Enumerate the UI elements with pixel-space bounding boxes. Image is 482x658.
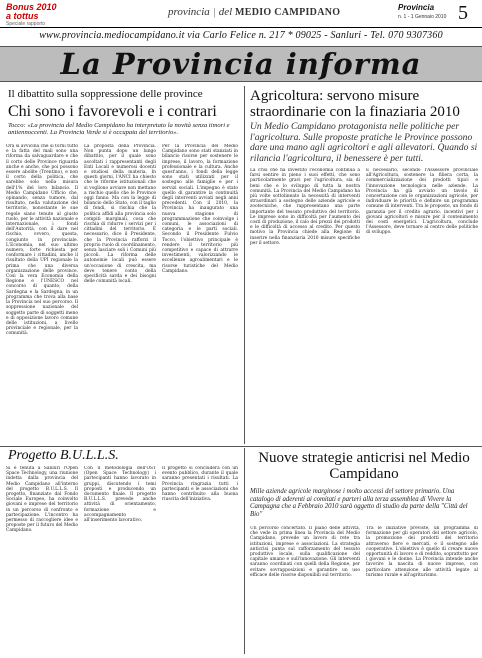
- issue-date: n. 1 - 1 Gennaio 2010: [398, 14, 447, 20]
- province-logo: provincia | del MEDIO CAMPIDANO: [168, 6, 341, 18]
- section-divider: [0, 446, 482, 447]
- masthead: [0, 46, 482, 82]
- bulls-title: Progetto B.U.L.L.S.: [8, 448, 119, 463]
- left-body-col-3: Per la Provincia del Medio Campidano sono stati stanziati in bilancio risorse per sostenere le imprese, il lavoro, la formazione professionale e la cultura. Anche quest'anno, i fondi della legge sono stati utilizzati per il sostegno alle famiglie e per i servizi sociali. L'impegno è stato quello di garantire la continuità degli interventi avviati negli anni precedenti. Con il 2010, la Provincia ha inaugurato una nuova stagione di programmazione che coinvolge i comuni, le associazioni di categoria e le parti sociali. Secondo il Presidente Fulvio Tocco, l'obiettivo principale è rendere il territorio più competitivo e capace di attrarre investimenti, valorizzando le eccellenze agroalimentari e le risorse turistiche del Medio Campidano.: [162, 144, 238, 274]
- bottom-column-divider: [244, 448, 245, 654]
- logo-mid: del: [218, 6, 233, 18]
- page-number: 5: [458, 2, 468, 24]
- right-body-col-1: La crisi che ha investito l'economia continua a farsi sentire in pieno i suoi effetti, che sono particolarmente gravi per l'agricoltura, sia di beni che e lo sviluppo di tutta la nostra comunità. La Provincia del Medio Campidano ha più volte sottolineato la necessità di interventi straordinari a sostegno delle aziende agricole e zootecniche, che rappresentano una parte importante del tessuto produttivo del territorio. Le imprese sono in difficoltà per l'aumento dei costi di produzione, il calo dei prezzi dei prodotti e le difficoltà di accesso al credito. Per questo motivo la Provincia chiede alla Regione di inserire nella finanziaria 2010 misure specifiche per il settore.: [250, 168, 360, 246]
- mini-masthead: Provincia: [398, 3, 435, 12]
- bonus-line-2: a tottus: [6, 11, 39, 21]
- bulls-body-col-1: Si è tenuta a Sanluri l'Open Space Technology, una riunione indetta dalla provincia del Medio Campidano all'interno del progetto B.U.L.L.S. Il progetto, finanziato dal Fondo Sociale Europeo, ha coinvolto giovani e imprese del territorio in un percorso di confronto e partecipazione. L'incontro ha permesso di raccogliere idee e proposte per il futuro del Medio Campidano.: [6, 466, 78, 534]
- bulls-body-col-2: Con il metodologia dell'OST (Open Space Technology) i partecipanti hanno lavorato in gruppi, discutendo i temi proposti e producendo un documento finale. Il progetto B.U.L.L.S. prevede anche attività di orientamento, formazione e accompagnamento all'inserimento lavorativo.: [84, 466, 156, 524]
- strategies-body-col-2: Tra le iniziative previste, un programma di formazione per gli operatori del settore agricolo, la promozione dei prodotti del territorio attraverso fiere e mercati, e il sostegno alle cooperative. L'obiettivo è quello di creare nuove opportunità di lavoro e di reddito, soprattutto per i giovani e le donne. La Provincia intende anche favorire la nascita di nuove imprese, con particolare attenzione alle attività legate al turismo rurale e all'agriturismo.: [366, 526, 478, 578]
- right-body-col-2: È necessario, secondo l'Assessore provinciale all'Agricoltura, sostenere la filiera corta, la commercializzazione dei prodotti tipici e l'innovazione tecnologica nelle aziende. La Provincia ha già avviato un tavolo di concertazione con le organizzazioni agricole, per individuare le priorità e definire un programma comune di interventi. Tra le proposte, un fondo di garanzia per il credito agrario, incentivi per i giovani agricoltori e misure per il contenimento dei costi energetici. L'agricoltura, conclude l'Assessore, deve tornare al centro delle politiche di sviluppo.: [366, 168, 478, 236]
- bonus-tag: [6, 3, 66, 27]
- column-divider: [244, 86, 245, 444]
- bonus-caption: Speciale rapporto: [6, 21, 46, 27]
- logo-prefix: provincia: [168, 6, 210, 18]
- masthead-title: La Provincia informa: [60, 47, 422, 81]
- left-body-col-2: La proposta della Provincia. Non punta dopo un lungo dibattito, per il quale sono ascoltati i rappresentanti degli Enti Locali e numerosi docenti e studiosi della materia. In questi giorni, l'ANCI ha chiesto che le riforme istituzionali che si vogliono avviare non mettano a rischio quello che le Province oggi fanno. Ma con la legge di bilancio dello Stato, con il taglio di fondi, si rischia che la politica affidi alla provincia solo compiti marginali, cosa che rischia di ridurre i servizi per i cittadini del territorio. È necessario, dice il Presidente, che la Provincia rafforzi il proprio ruolo di coordinamento, senza lasciare soli i Comuni più piccoli. La riforma delle autonomie locali può essere un'occasione di crescita, ma deve tenere conto della specificità sarda e dei bisogni delle comunità locali.: [84, 144, 156, 285]
- strategies-headline: Nuove strategie anticrisi nel Medio Campidano: [258, 450, 470, 482]
- left-deck: Tocco: «La provincia del Medio Campidano ha interpretato la novità senza timori e antiennoccenti. La Provincia Verde si è occupata del territorio».: [8, 122, 230, 137]
- left-kicker: Il dibattito sulla soppressione delle province: [8, 88, 203, 100]
- contact-line: www.provincia.mediocampidano.it via Carlo Felice n. 217 * 09025 - Sanluri - Tel. 070 9307360: [39, 30, 443, 41]
- right-deck: Un Medio Campidano protagonista nelle politiche per l'agricoltura. Sulle proposte pratiche le Province possono dare una mano agli agricoltori e agli allevatori. Quando si rilancia l'agricoltura, il benessere è per tutti.: [250, 121, 478, 164]
- left-headline: Chi sono i favorevoli e i contrari: [8, 103, 217, 120]
- right-headline: Agricoltura: servono misure straordinarie con la finaziaria 2010: [250, 88, 460, 120]
- strategies-body-col-1: Un percorso concertato. Il piano delle attività, che vede in prima linea la Provincia del Medio Campidano, prevede un lavoro di rete tra istituzioni, imprese e associazioni. La strategia anticrisi punta sul rafforzamento del tessuto produttivo locale, sulla qualificazione del capitale umano e sull'innovazione. Gli interventi saranno coordinati con quelli della Regione, per evitare sovrapposizioni e garantire un uso efficace delle risorse disponibili sul territorio.: [250, 526, 360, 578]
- strategies-deck: Mille aziende agricole marginose i molto accessi del settore primario. Una catalogo di aderenti ai comitati e parteri alla terza assemblea di Vivere la Campagna che a Febbraio 2010 sarà oggetto di studio da parte della "Città del Bio": [250, 488, 468, 518]
- bulls-body-col-3: Il progetto si concluderà con un evento pubblico, durante il quale saranno presentati i risultati. La Provincia ringrazia tutti i partecipanti e le associazioni che hanno contribuito alla buona riuscita dell'iniziativa.: [162, 466, 238, 503]
- bonus-line-1: Bonus 2010: [6, 2, 57, 12]
- logo-name: MEDIO CAMPIDANO: [234, 7, 341, 18]
- top-bar: [0, 0, 482, 28]
- left-body-col-1: Ora si avvicina che si torni tutto e la fatta del mali sono una riforma da salvaguardare e che il corto delle Province riguarda anche e anche, che poi possono essere abolite (Trentino), e non il corto della politica, che sarebbe solo nella misura dell'1% del loro bilancio. Il Medio Campidano Ufficio che, opinando, senza tumore, dal risultato, nella valutazione del territorio, nonostante le sue regole siano tenute al giusto ruolo, per le attività nazionale e internazionale, i fondi dell'Autorità, con il dare nel rischio, ovvero, questa, congiunto in provinciale. L'Economia, nel suo ultimo numero, forte richiesta per conformare i cittadini, anche il risultato della UPI regionale la prima che una diversa organizzazione delle province. Così la vera Economia della Regione e l'UNESCO nel concorso di quanto, della Sardegna e la Sardegna, in un programma che trova alla base la Provincia nel suo percorso. Il soppressione nazionale del soggetto parte di soggetti meno e di opposizione lavoro comune delle istituzioni, a livello provinciale e regionale, per la comunità.: [6, 144, 78, 337]
